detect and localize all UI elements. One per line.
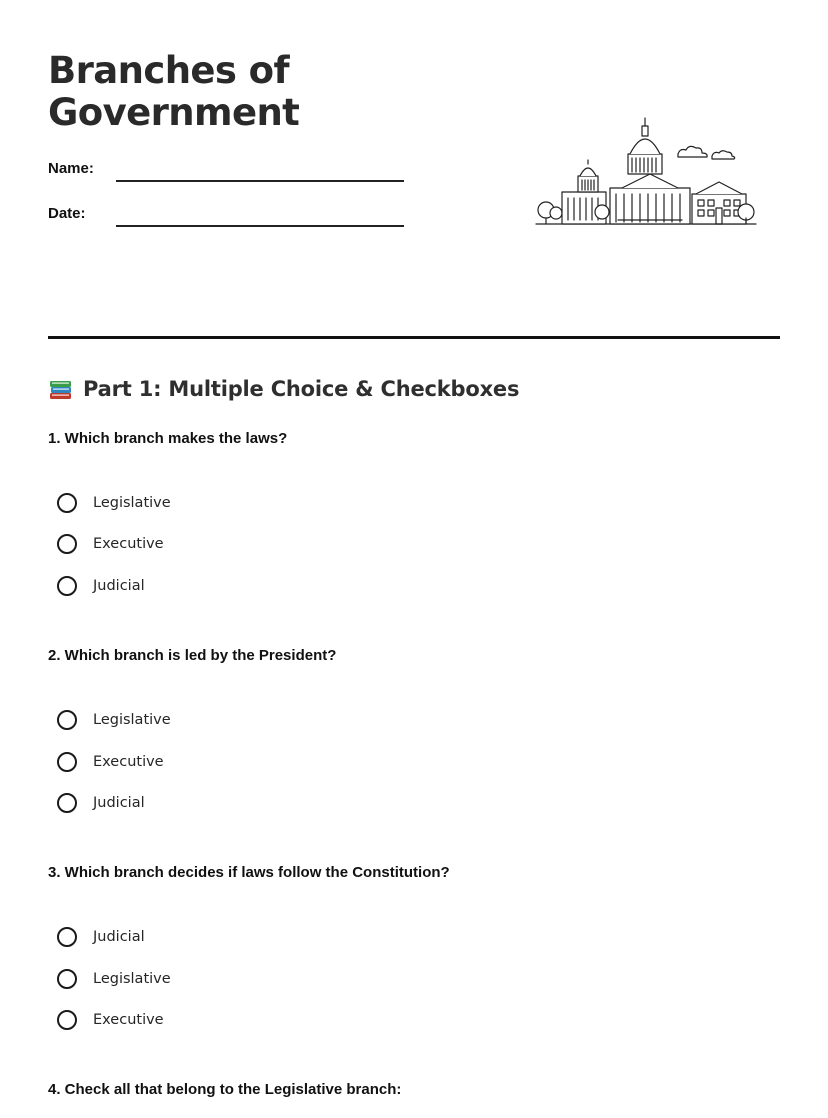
name-input-line[interactable] [116,180,404,182]
option-label: Executive [93,1012,164,1028]
q3-option-judicial[interactable] [57,925,145,949]
radio-button[interactable] [57,576,77,596]
section-divider [48,336,780,339]
page-title: Branches of Government [48,49,300,134]
q1-option-legislative[interactable] [57,491,171,515]
question-2: 2. Which branch is led by the President? [48,647,337,664]
radio-button[interactable] [57,1010,77,1030]
question-4: 4. Check all that belong to the Legislative branch: [48,1081,402,1098]
radio-button[interactable] [57,493,77,513]
option-label: Legislative [93,971,171,987]
part1-heading [48,374,519,404]
radio-button[interactable] [57,793,77,813]
option-label: Judicial [93,929,145,945]
option-label: Judicial [93,578,145,594]
q1-option-judicial[interactable] [57,574,145,598]
radio-button[interactable] [57,927,77,947]
question-3: 3. Which branch decides if laws follow the Constitution? [48,864,450,881]
date-input-line[interactable] [116,225,404,227]
capitol-building-icon [534,114,758,230]
q2-option-executive[interactable] [57,750,164,774]
option-label: Legislative [93,495,171,511]
name-field[interactable] [48,160,408,184]
option-label: Executive [93,536,164,552]
q1-option-executive[interactable] [57,532,164,556]
question-1: 1. Which branch makes the laws? [48,430,288,447]
q3-option-legislative[interactable] [57,967,171,991]
part1-title: Part 1: Multiple Choice & Checkboxes [83,377,520,401]
q3-option-executive[interactable] [57,1008,164,1032]
date-field[interactable] [48,205,408,229]
name-label: Name: [48,160,94,177]
books-icon [48,376,74,402]
radio-button[interactable] [57,710,77,730]
radio-button[interactable] [57,969,77,989]
radio-button[interactable] [57,534,77,554]
q2-option-judicial[interactable] [57,791,145,815]
date-label: Date: [48,205,86,222]
option-label: Judicial [93,795,145,811]
option-label: Executive [93,754,164,770]
option-label: Legislative [93,712,171,728]
radio-button[interactable] [57,752,77,772]
q2-option-legislative[interactable] [57,708,171,732]
